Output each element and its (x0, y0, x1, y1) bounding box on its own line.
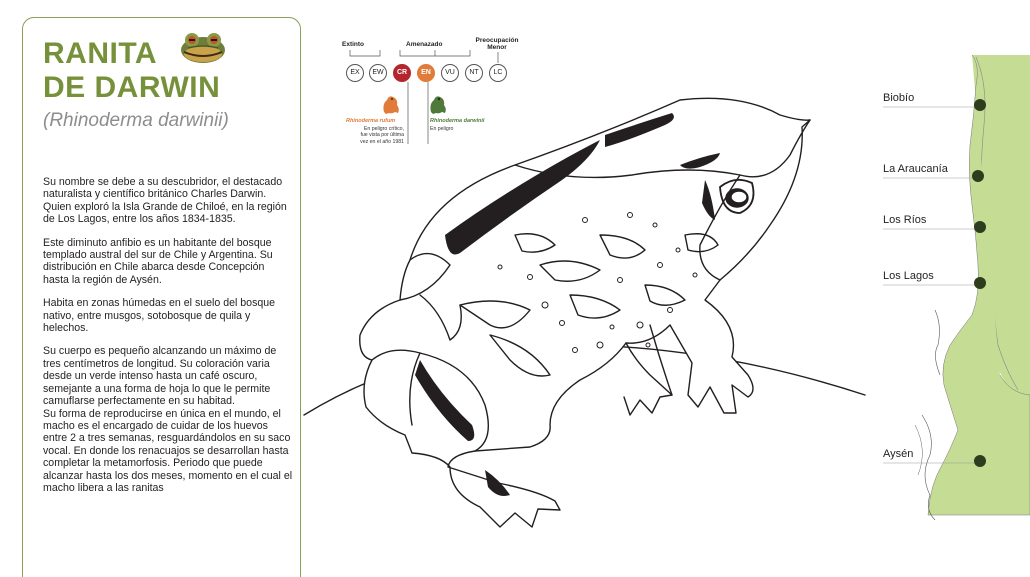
region-los-lagos: Los Lagos (883, 270, 934, 282)
frog-illustration (300, 95, 870, 561)
region-los-rios: Los Ríos (883, 214, 927, 226)
title-line-2: DE DARWIN (43, 71, 221, 104)
species-darwinii-desc: En peligro (430, 126, 454, 132)
status-header-extinct: Extinto (342, 41, 365, 48)
status-vu: VU (441, 64, 459, 82)
paragraph-habitat: Este diminuto anfibio es un habitante del bosque templado austral del sur de Chile y Argentina. Su distribución en Chile abarca desde Concepción hasta la región de Aysén. (43, 236, 273, 286)
paragraph-appearance: Su cuerpo es pequeño alcanzando un máximo de tres centímetros de longitud. Su coloración varia desde un verde intenso hasta un café oscuro, semejante a una forma de hoja lo que le permite camuflarse perfectamente en su habitad. (43, 345, 277, 408)
status-ew: EW (369, 64, 387, 82)
status-ex: EX (346, 64, 364, 82)
status-nt: NT (465, 64, 483, 82)
title-line-1: RANITA (43, 37, 158, 70)
description (43, 176, 293, 505)
status-header-threatened: Amenazado (406, 41, 443, 48)
paragraph-environment: Habita en zonas húmedas en el suelo del bosque nativo, entre musgos, sotobosque de quila y helechos. (43, 297, 276, 335)
paragraph-discovery: Su nombre se debe a su descubridor, el destacado naturalista y científico británico Charles Darwin. Quien exploró la Isla Grande de Chiloé, en la región de Los Lagos, entre los años 1834-1835. (43, 176, 287, 226)
species-rufum-desc: En peligro crítico, fue vista por última vez en el año 1981 (360, 126, 404, 145)
region-biobio: Biobío (883, 92, 915, 104)
status-lc: LC (489, 64, 507, 82)
distribution-map (880, 55, 1030, 525)
species-rufum-name: Rhinoderma rufum (346, 118, 396, 124)
scientific-name: (Rhinoderma darwinii) (43, 110, 229, 131)
paragraph-reproduction: Su forma de reproducirse en única en el mundo, el macho es el encargado de cuidar de los huevos entre 2 a tres semanas, resguardándolos en su saco vocal. En donde los renacuajos se desarrollan hasta completar la metamorfosis. Periodo que puede alcanzar hasta los dos meses, momento en el cual el macho libera a las ranitas (43, 407, 293, 494)
region-aysen: Aysén (883, 448, 914, 460)
region-araucania: La Araucanía (883, 163, 948, 175)
status-cr: CR (393, 64, 411, 82)
status-header-least-concern: Preocupación Menor (475, 37, 519, 51)
status-en: EN (417, 64, 435, 82)
frog-head-icon (178, 26, 228, 66)
species-darwinii-name: Rhinoderma darwinii (430, 118, 485, 124)
info-panel (22, 17, 301, 577)
